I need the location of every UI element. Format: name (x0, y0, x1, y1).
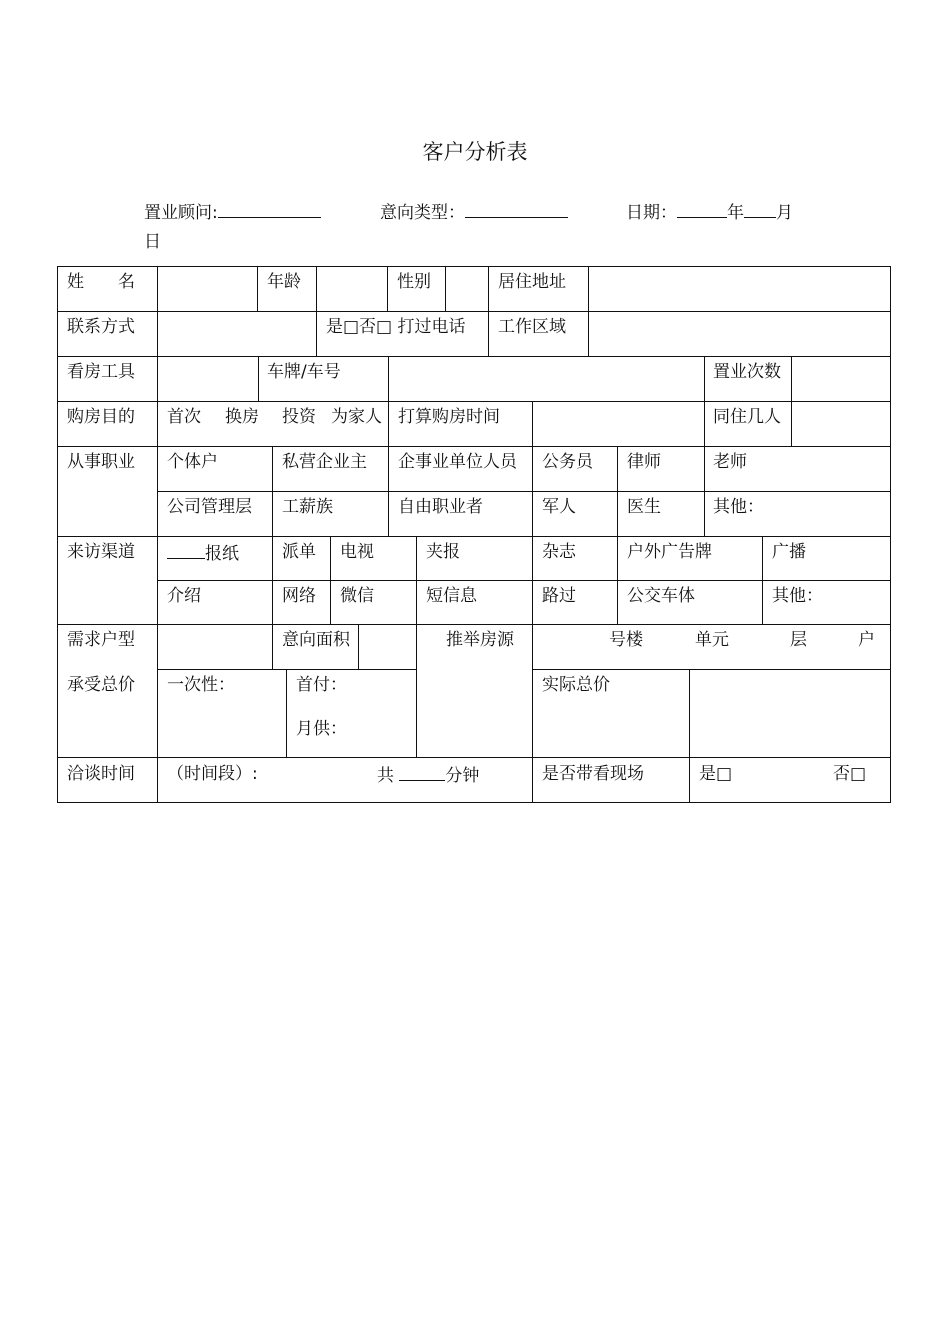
down-payment-label: 首付： (296, 675, 347, 695)
age-label: 年龄 (267, 272, 301, 292)
day-unit: 日 (144, 232, 161, 252)
channel-option[interactable]: 广播 (772, 542, 806, 562)
consultant-blank[interactable] (218, 201, 321, 218)
channel-option[interactable]: 派单 (282, 542, 316, 562)
consultant-label: 置业顾问: (144, 203, 218, 223)
occupation-option[interactable]: 老师 (713, 452, 747, 472)
occupation-option[interactable]: 公务员 (542, 452, 593, 472)
customer-analysis-form (57, 266, 891, 803)
recommended-floor-unit: 层 (790, 630, 807, 650)
address-label: 居住地址 (498, 272, 566, 292)
channel-option[interactable]: 杂志 (542, 542, 576, 562)
purpose-option-family[interactable]: 为家人 (331, 407, 382, 427)
cohabitants-label: 同住几人 (713, 407, 781, 427)
channel-newspaper-label: 报纸 (205, 544, 239, 564)
form-grid-lines (57, 266, 891, 803)
budget-label: 承受总价 (67, 675, 135, 695)
site-visit-no-checkbox[interactable]: 否□ (833, 764, 867, 784)
purchase-count-label: 置业次数 (713, 362, 781, 382)
recommended-room-unit: 户 (858, 630, 875, 650)
occupation-option[interactable]: 私营企业主 (282, 452, 367, 472)
occupation-label: 从事职业 (67, 452, 135, 472)
channel-option[interactable]: 介绍 (167, 586, 201, 606)
purchase-time-label: 打算购房时间 (398, 407, 500, 427)
date-field[interactable] (626, 198, 793, 223)
channel-option-newspaper[interactable] (167, 542, 239, 564)
lump-sum-label: 一次性： (167, 675, 235, 695)
site-visit-yes-checkbox[interactable]: 是□ (699, 764, 733, 784)
channel-label: 来访渠道 (67, 542, 135, 562)
total-label: 共 (377, 766, 394, 786)
channel-option[interactable]: 路过 (542, 586, 576, 606)
occupation-option-other[interactable]: 其他： (713, 497, 764, 517)
occupation-option[interactable]: 企事业单位人员 (398, 452, 517, 472)
time-period-label: （时间段）: (167, 764, 258, 784)
channel-option[interactable]: 微信 (340, 586, 374, 606)
channel-option[interactable]: 公交车体 (627, 586, 695, 606)
year-blank[interactable] (677, 201, 727, 218)
occupation-option[interactable]: 自由职业者 (398, 497, 483, 517)
occupation-option[interactable]: 工薪族 (282, 497, 333, 517)
duration-field[interactable] (377, 764, 479, 786)
channel-option[interactable]: 电视 (340, 542, 374, 562)
channel-option[interactable]: 网络 (282, 586, 316, 606)
page-title: 客户分析表 (422, 140, 528, 164)
negotiation-time-label: 洽谈时间 (67, 764, 135, 784)
gender-label: 性别 (397, 272, 431, 292)
purpose-option-investment[interactable]: 投资 (282, 407, 316, 427)
purpose-label: 购房目的 (67, 407, 135, 427)
work-area-label: 工作区域 (498, 317, 566, 337)
duration-blank[interactable] (399, 764, 445, 781)
month-blank[interactable] (744, 201, 776, 218)
channel-option[interactable]: 短信息 (426, 586, 477, 606)
purpose-option-upgrade[interactable]: 换房 (225, 407, 259, 427)
recommended-label: 推举房源 (446, 630, 514, 650)
channel-option[interactable]: 户外广告牌 (627, 542, 712, 562)
recommended-entrance-unit: 单元 (695, 630, 729, 650)
monthly-payment-label: 月供： (296, 719, 347, 739)
called-option[interactable]: 是□否□ 打过电话 (326, 317, 466, 337)
intent-type-blank[interactable] (465, 201, 568, 218)
recommended-building-unit: 号楼 (609, 630, 643, 650)
consultant-field[interactable] (144, 198, 321, 223)
purpose-option-first[interactable]: 首次 (167, 407, 201, 427)
month-unit: 月 (776, 203, 793, 223)
transport-label: 看房工具 (67, 362, 135, 382)
site-visit-label: 是否带看现场 (542, 764, 644, 784)
actual-total-label: 实际总价 (542, 675, 610, 695)
occupation-option[interactable]: 律师 (627, 452, 661, 472)
intended-area-label: 意向面积 (282, 630, 350, 650)
unit-type-label: 需求户型 (67, 630, 135, 650)
name-label: 姓 名 (67, 272, 135, 292)
occupation-option[interactable]: 个体户 (167, 452, 218, 472)
contact-label: 联系方式 (67, 317, 135, 337)
plate-label: 车牌/车号 (267, 362, 341, 382)
intent-type-field[interactable] (380, 198, 568, 223)
occupation-option[interactable]: 公司管理层 (167, 497, 252, 517)
intent-type-label: 意向类型： (380, 203, 465, 223)
newspaper-blank[interactable] (167, 542, 205, 559)
occupation-option[interactable]: 医生 (627, 497, 661, 517)
year-unit: 年 (727, 203, 744, 223)
channel-option-other[interactable]: 其他： (772, 586, 823, 606)
occupation-option[interactable]: 军人 (542, 497, 576, 517)
date-label: 日期： (626, 203, 677, 223)
minutes-unit: 分钟 (445, 766, 480, 786)
channel-option[interactable]: 夹报 (426, 542, 460, 562)
